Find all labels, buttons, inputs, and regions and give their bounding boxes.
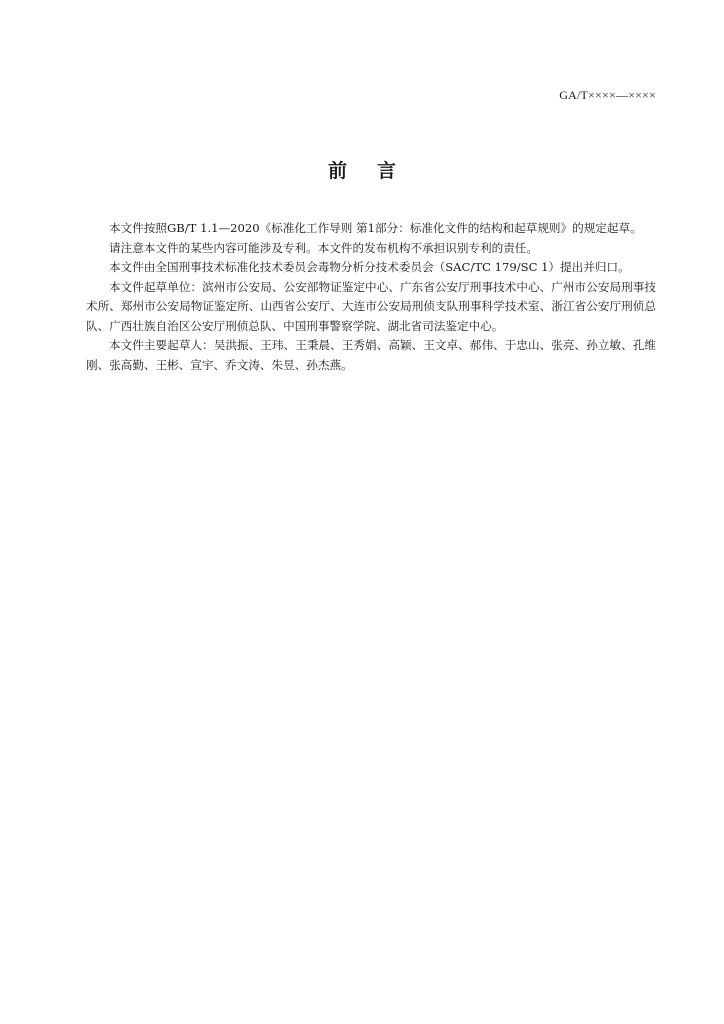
paragraph-drafting-units: 本文件起草单位：滨州市公安局、公安部物证鉴定中心、广东省公安厅刑事技术中心、广州市公安局刑事技术所、郑州市公安局物证鉴定所、山西省公安厅、大连市公安局刑侦支队刑事科学技术室、浙江省公安厅刑侦总队、广西壮族自治区公安厅刑侦总队、中国刑事警察学院、湖北省司法鉴定中心。 [86,279,656,333]
paragraph-patent-notice: 请注意本文件的某些内容可能涉及专利。本文件的发布机构不承担识别专利的责任。 [109,240,538,255]
page-title: 前言 [327,160,426,182]
paragraph-proposer: 本文件由全国刑事技术标准化技术委员会毒物分析分技术委员会（SAC/TC 179/SC 1）提出并归口。 [109,260,630,274]
paragraph-drafters: 本文件主要起草人：吴洪振、王玮、王秉晨、王秀娟、高颖、王文卓、郝伟、于忠山、张亮、孙立敏、孔维刚、张高勤、王彬、宣宇、乔文涛、朱昱、孙杰燕。 [86,338,656,372]
paragraph-drafting-rules: 本文件按照GB/T 1.1—2020《标准化工作导则 第1部分：标准化文件的结构和起草规则》的规定起草。 [109,221,642,235]
foreword-body [86,219,656,375]
document-code: GA/T××××—×××× [559,88,656,102]
